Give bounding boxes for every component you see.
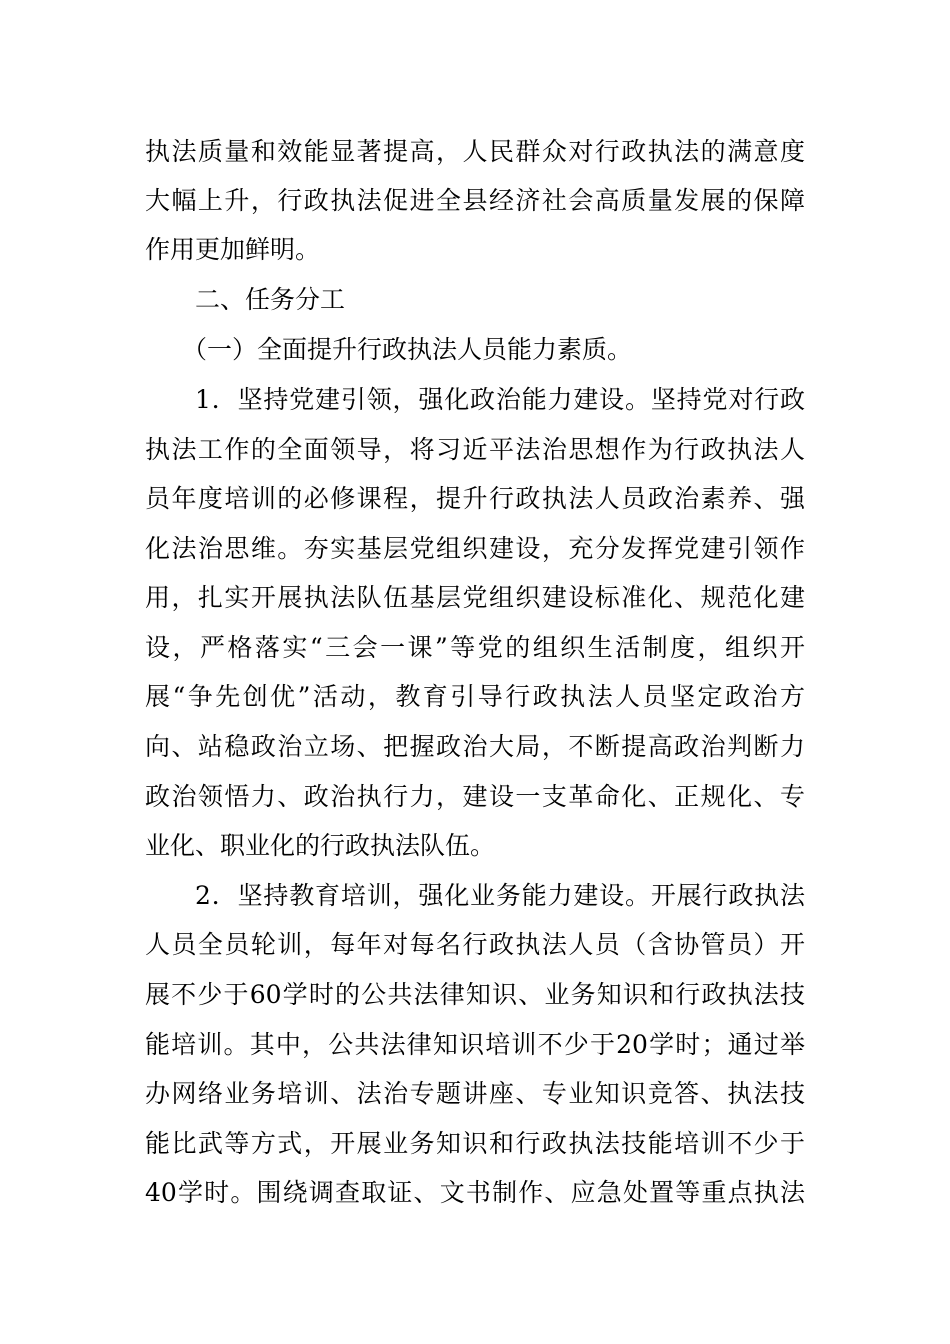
paragraph-line: 化法治思维。夯实基层党组织建设，充分发挥党建引领作 bbox=[145, 534, 805, 563]
paragraph-line: 员年度培训的必修课程，提升行政执法人员政治素养、强 bbox=[145, 484, 805, 513]
paragraph-line: 大幅上升，行政执法促进全县经济社会高质量发展的保障 bbox=[145, 186, 805, 215]
paragraph-line: 能培训。其中，公共法律知识培训不少于20学时；通过举 bbox=[145, 1030, 805, 1059]
paragraph-line: 用，扎实开展执法队伍基层党组织建设标准化、规范化建 bbox=[145, 583, 805, 612]
paragraph-line: 执法质量和效能显著提高，人民群众对行政执法的满意度 bbox=[145, 137, 805, 166]
paragraph-line: 展“争先创优”活动，教育引导行政执法人员坚定政治方 bbox=[145, 682, 805, 711]
subsection-heading: （一）全面提升行政执法人员能力素质。 bbox=[182, 335, 633, 364]
paragraph-line: 2．坚持教育培训，强化业务能力建设。开展行政执法 bbox=[195, 881, 805, 910]
paragraph-line: 向、站稳政治立场、把握政治大局，不断提高政治判断力 bbox=[145, 732, 805, 761]
paragraph-line: 展不少于60学时的公共法律知识、业务知识和行政执法技 bbox=[145, 980, 805, 1009]
section-heading: 二、任务分工 bbox=[195, 285, 346, 314]
paragraph-line: 政治领悟力、政治执行力，建设一支革命化、正规化、专 bbox=[145, 782, 805, 811]
paragraph-line: 设，严格落实“三会一课”等党的组织生活制度，组织开 bbox=[145, 633, 805, 662]
paragraph-line: 1．坚持党建引领，强化政治能力建设。坚持党对行政 bbox=[195, 385, 805, 414]
paragraph-line: 作用更加鲜明。 bbox=[145, 235, 321, 264]
paragraph-line: 办网络业务培训、法治专题讲座、专业知识竞答、执法技 bbox=[145, 1079, 805, 1108]
paragraph-line: 人员全员轮训，每年对每名行政执法人员（含协管员）开 bbox=[145, 930, 805, 959]
paragraph-line: 40学时。围绕调查取证、文书制作、应急处置等重点执法 bbox=[145, 1178, 805, 1207]
paragraph-line: 执法工作的全面领导，将习近平法治思想作为行政执法人 bbox=[145, 435, 805, 464]
paragraph-line: 能比武等方式，开展业务知识和行政执法技能培训不少于 bbox=[145, 1129, 805, 1158]
paragraph-line: 业化、职业化的行政执法队伍。 bbox=[145, 831, 496, 860]
